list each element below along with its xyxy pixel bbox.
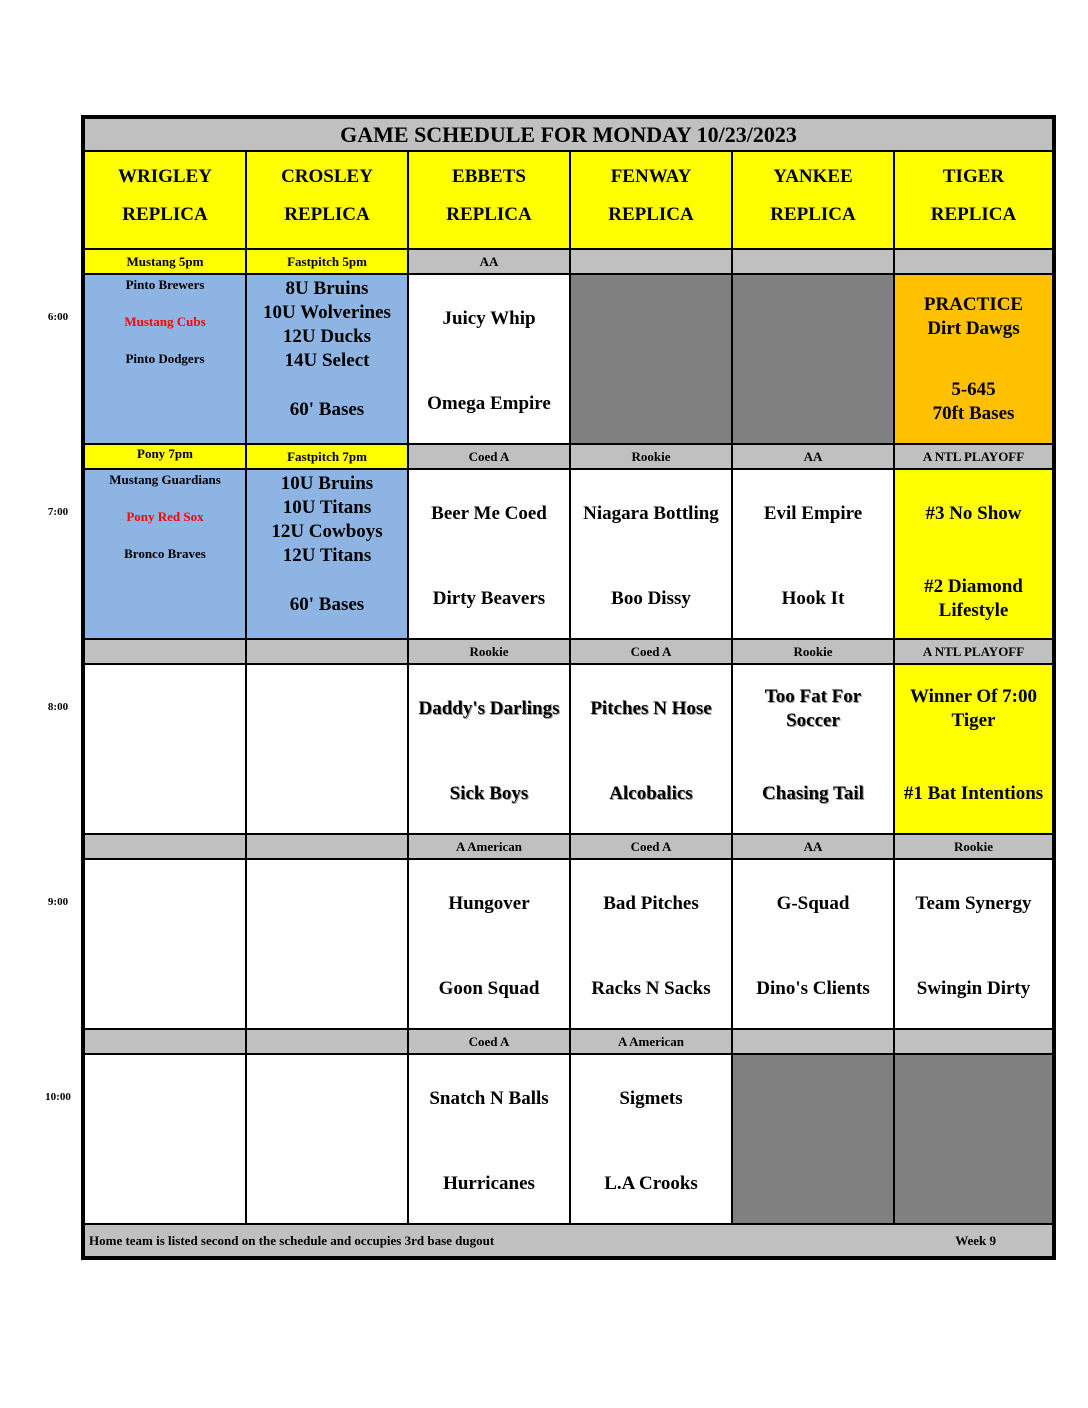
division-label	[732, 249, 894, 274]
division-label: AA	[732, 834, 894, 859]
game-cell-tiger-8	[894, 664, 1053, 834]
field-name: CROSLEY	[281, 166, 373, 187]
game-cell-ebbets-10	[408, 1054, 570, 1224]
game-cell-fenway-9	[570, 859, 732, 1029]
division-label: Coed A	[570, 834, 732, 859]
closed-cell	[570, 274, 732, 444]
team-name: Swingin Dirty	[916, 978, 1031, 999]
team-name: 14U Select	[284, 350, 370, 371]
division-label: AA	[408, 249, 570, 274]
closed-cell	[732, 274, 894, 444]
team-name: Racks N Sacks	[591, 978, 711, 999]
team-name: Chasing Tail	[762, 783, 864, 804]
empty-cell	[84, 1054, 246, 1224]
division-label	[84, 1029, 246, 1054]
page-title: GAME SCHEDULE FOR MONDAY 10/23/2023	[84, 118, 1053, 151]
field-name: TIGER	[942, 166, 1005, 187]
team-name: Alcobalics	[609, 783, 693, 804]
division-label: Rookie	[732, 639, 894, 664]
team-name: Mustang Cubs	[124, 314, 206, 329]
team-name: Sigmets	[619, 1088, 683, 1109]
division-label	[894, 249, 1053, 274]
team-name: Team Synergy	[915, 893, 1032, 914]
game-cell-yankee-8	[732, 664, 894, 834]
field-header-crosley	[246, 151, 408, 249]
field-name: FENWAY	[610, 166, 692, 187]
team-name: 10U Bruins	[280, 473, 374, 494]
team-name: Evil Empire	[763, 503, 863, 524]
game-cell-tiger-9	[894, 859, 1053, 1029]
time-label-7pm: 7:00	[47, 506, 69, 518]
field-header-fenway	[570, 151, 732, 249]
team-name: Bad Pitches	[603, 893, 699, 914]
team-name: 8U Bruins	[285, 278, 369, 299]
closed-cell	[732, 1054, 894, 1224]
division-label: Coed A	[570, 639, 732, 664]
team-name: #2 Diamond	[924, 576, 1023, 597]
field-header-yankee	[732, 151, 894, 249]
game-cell-yankee-7	[732, 469, 894, 639]
closed-cell	[894, 1054, 1053, 1224]
week-label: Week 9	[955, 1232, 996, 1248]
team-name: Bronco Braves	[124, 546, 206, 561]
field-name: YANKEE	[773, 166, 853, 187]
division-label: A NTL PLAYOFF	[894, 444, 1053, 469]
division-label: Fastpitch 7pm	[246, 444, 408, 469]
empty-cell	[246, 859, 408, 1029]
game-cell-ebbets-6	[408, 274, 570, 444]
team-name: Pinto Dodgers	[125, 351, 205, 366]
team-name: 12U Cowboys	[271, 521, 383, 542]
team-name: 12U Ducks	[282, 326, 372, 347]
team-name: Dino's Clients	[756, 978, 870, 999]
field-sub: REPLICA	[608, 204, 694, 225]
team-name: Winner Of 7:00	[909, 686, 1038, 707]
team-name: Dirt Dawgs	[927, 318, 1020, 339]
division-label: Rookie	[570, 444, 732, 469]
team-name: Niagara Bottling	[583, 503, 719, 524]
division-label	[894, 1029, 1053, 1054]
division-label	[570, 249, 732, 274]
time-label-8pm: 8:00	[47, 701, 69, 713]
team-name: Sick Boys	[449, 783, 529, 804]
game-cell-crosley-7	[246, 469, 408, 639]
team-name: Snatch N Balls	[429, 1088, 549, 1109]
field-sub: REPLICA	[122, 204, 208, 225]
team-name: Boo Dissy	[611, 588, 691, 609]
division-label: Coed A	[408, 444, 570, 469]
division-label: Coed A	[408, 1029, 570, 1054]
game-cell-ebbets-7	[408, 469, 570, 639]
empty-cell	[246, 1054, 408, 1224]
team-name: Hurricanes	[443, 1173, 535, 1194]
practice-label: PRACTICE	[923, 294, 1024, 315]
time-label-10pm: 10:00	[45, 1091, 71, 1103]
field-sub: REPLICA	[446, 204, 532, 225]
game-cell-yankee-9	[732, 859, 894, 1029]
team-name: Dirty Beavers	[432, 588, 546, 609]
team-name: Goon Squad	[438, 978, 540, 999]
game-cell-fenway-7	[570, 469, 732, 639]
team-name: Soccer	[786, 710, 840, 731]
team-name: Hook It	[781, 588, 845, 609]
schedule-table	[81, 115, 1056, 1260]
team-name: Mustang Guardians	[109, 472, 221, 487]
team-name: Pony Red Sox	[126, 509, 204, 524]
empty-cell	[84, 664, 246, 834]
division-label: Pony 7pm	[84, 444, 246, 469]
team-name: Tiger	[951, 710, 996, 731]
team-name: Juicy Whip	[442, 308, 536, 329]
empty-cell	[84, 859, 246, 1029]
team-name: L.A Crooks	[604, 1173, 698, 1194]
division-label: A American	[570, 1029, 732, 1054]
division-label: Rookie	[894, 834, 1053, 859]
practice-cell-tiger-6	[894, 274, 1053, 444]
division-label: A American	[408, 834, 570, 859]
home-team-note: Home team is listed second on the schedule and occupies 3rd base dugout	[89, 1232, 495, 1248]
division-label: AA	[732, 444, 894, 469]
field-header-tiger	[894, 151, 1053, 249]
team-name: #1 Bat Intentions	[903, 783, 1044, 804]
division-label	[84, 639, 246, 664]
practice-time: 5-645	[951, 379, 996, 400]
team-name: Too Fat For	[764, 686, 862, 707]
division-label	[246, 1029, 408, 1054]
empty-cell	[246, 664, 408, 834]
field-header-ebbets	[408, 151, 570, 249]
game-cell-wrigley-7	[84, 469, 246, 639]
game-cell-wrigley-6	[84, 274, 246, 444]
division-label: Mustang 5pm	[84, 249, 246, 274]
team-name: 10U Titans	[282, 497, 372, 518]
division-label: Rookie	[408, 639, 570, 664]
division-label	[246, 639, 408, 664]
game-cell-ebbets-9	[408, 859, 570, 1029]
field-note: 60' Bases	[289, 399, 365, 420]
game-cell-fenway-8	[570, 664, 732, 834]
game-cell-ebbets-8	[408, 664, 570, 834]
division-label	[84, 834, 246, 859]
game-cell-tiger-7	[894, 469, 1053, 639]
team-name: 12U Titans	[282, 545, 372, 566]
time-label-6pm: 6:00	[47, 311, 69, 323]
game-cell-fenway-10	[570, 1054, 732, 1224]
field-note: 70ft Bases	[932, 403, 1015, 424]
team-name: Pinto Brewers	[125, 277, 205, 292]
team-name: Lifestyle	[938, 600, 1009, 621]
team-name: Daddy's Darlings	[418, 698, 560, 719]
division-label	[732, 1029, 894, 1054]
field-sub: REPLICA	[770, 204, 856, 225]
game-cell-crosley-6	[246, 274, 408, 444]
team-name: Beer Me Coed	[431, 503, 547, 524]
division-label: Fastpitch 5pm	[246, 249, 408, 274]
division-label: A NTL PLAYOFF	[894, 639, 1053, 664]
team-name: G-Squad	[776, 893, 850, 914]
team-name: #3 No Show	[925, 503, 1022, 524]
field-sub: REPLICA	[284, 204, 370, 225]
team-name: Hungover	[448, 893, 530, 914]
field-name: WRIGLEY	[118, 166, 212, 187]
field-name: EBBETS	[452, 166, 526, 187]
footer-bar	[84, 1224, 1053, 1257]
field-header-wrigley	[84, 151, 246, 249]
team-name: Omega Empire	[427, 393, 551, 414]
time-label-9pm: 9:00	[47, 896, 69, 908]
division-label	[246, 834, 408, 859]
team-name: 10U Wolverines	[263, 302, 391, 323]
field-sub: REPLICA	[930, 204, 1017, 225]
field-note: 60' Bases	[289, 594, 365, 615]
team-name: Pitches N Hose	[590, 698, 712, 719]
